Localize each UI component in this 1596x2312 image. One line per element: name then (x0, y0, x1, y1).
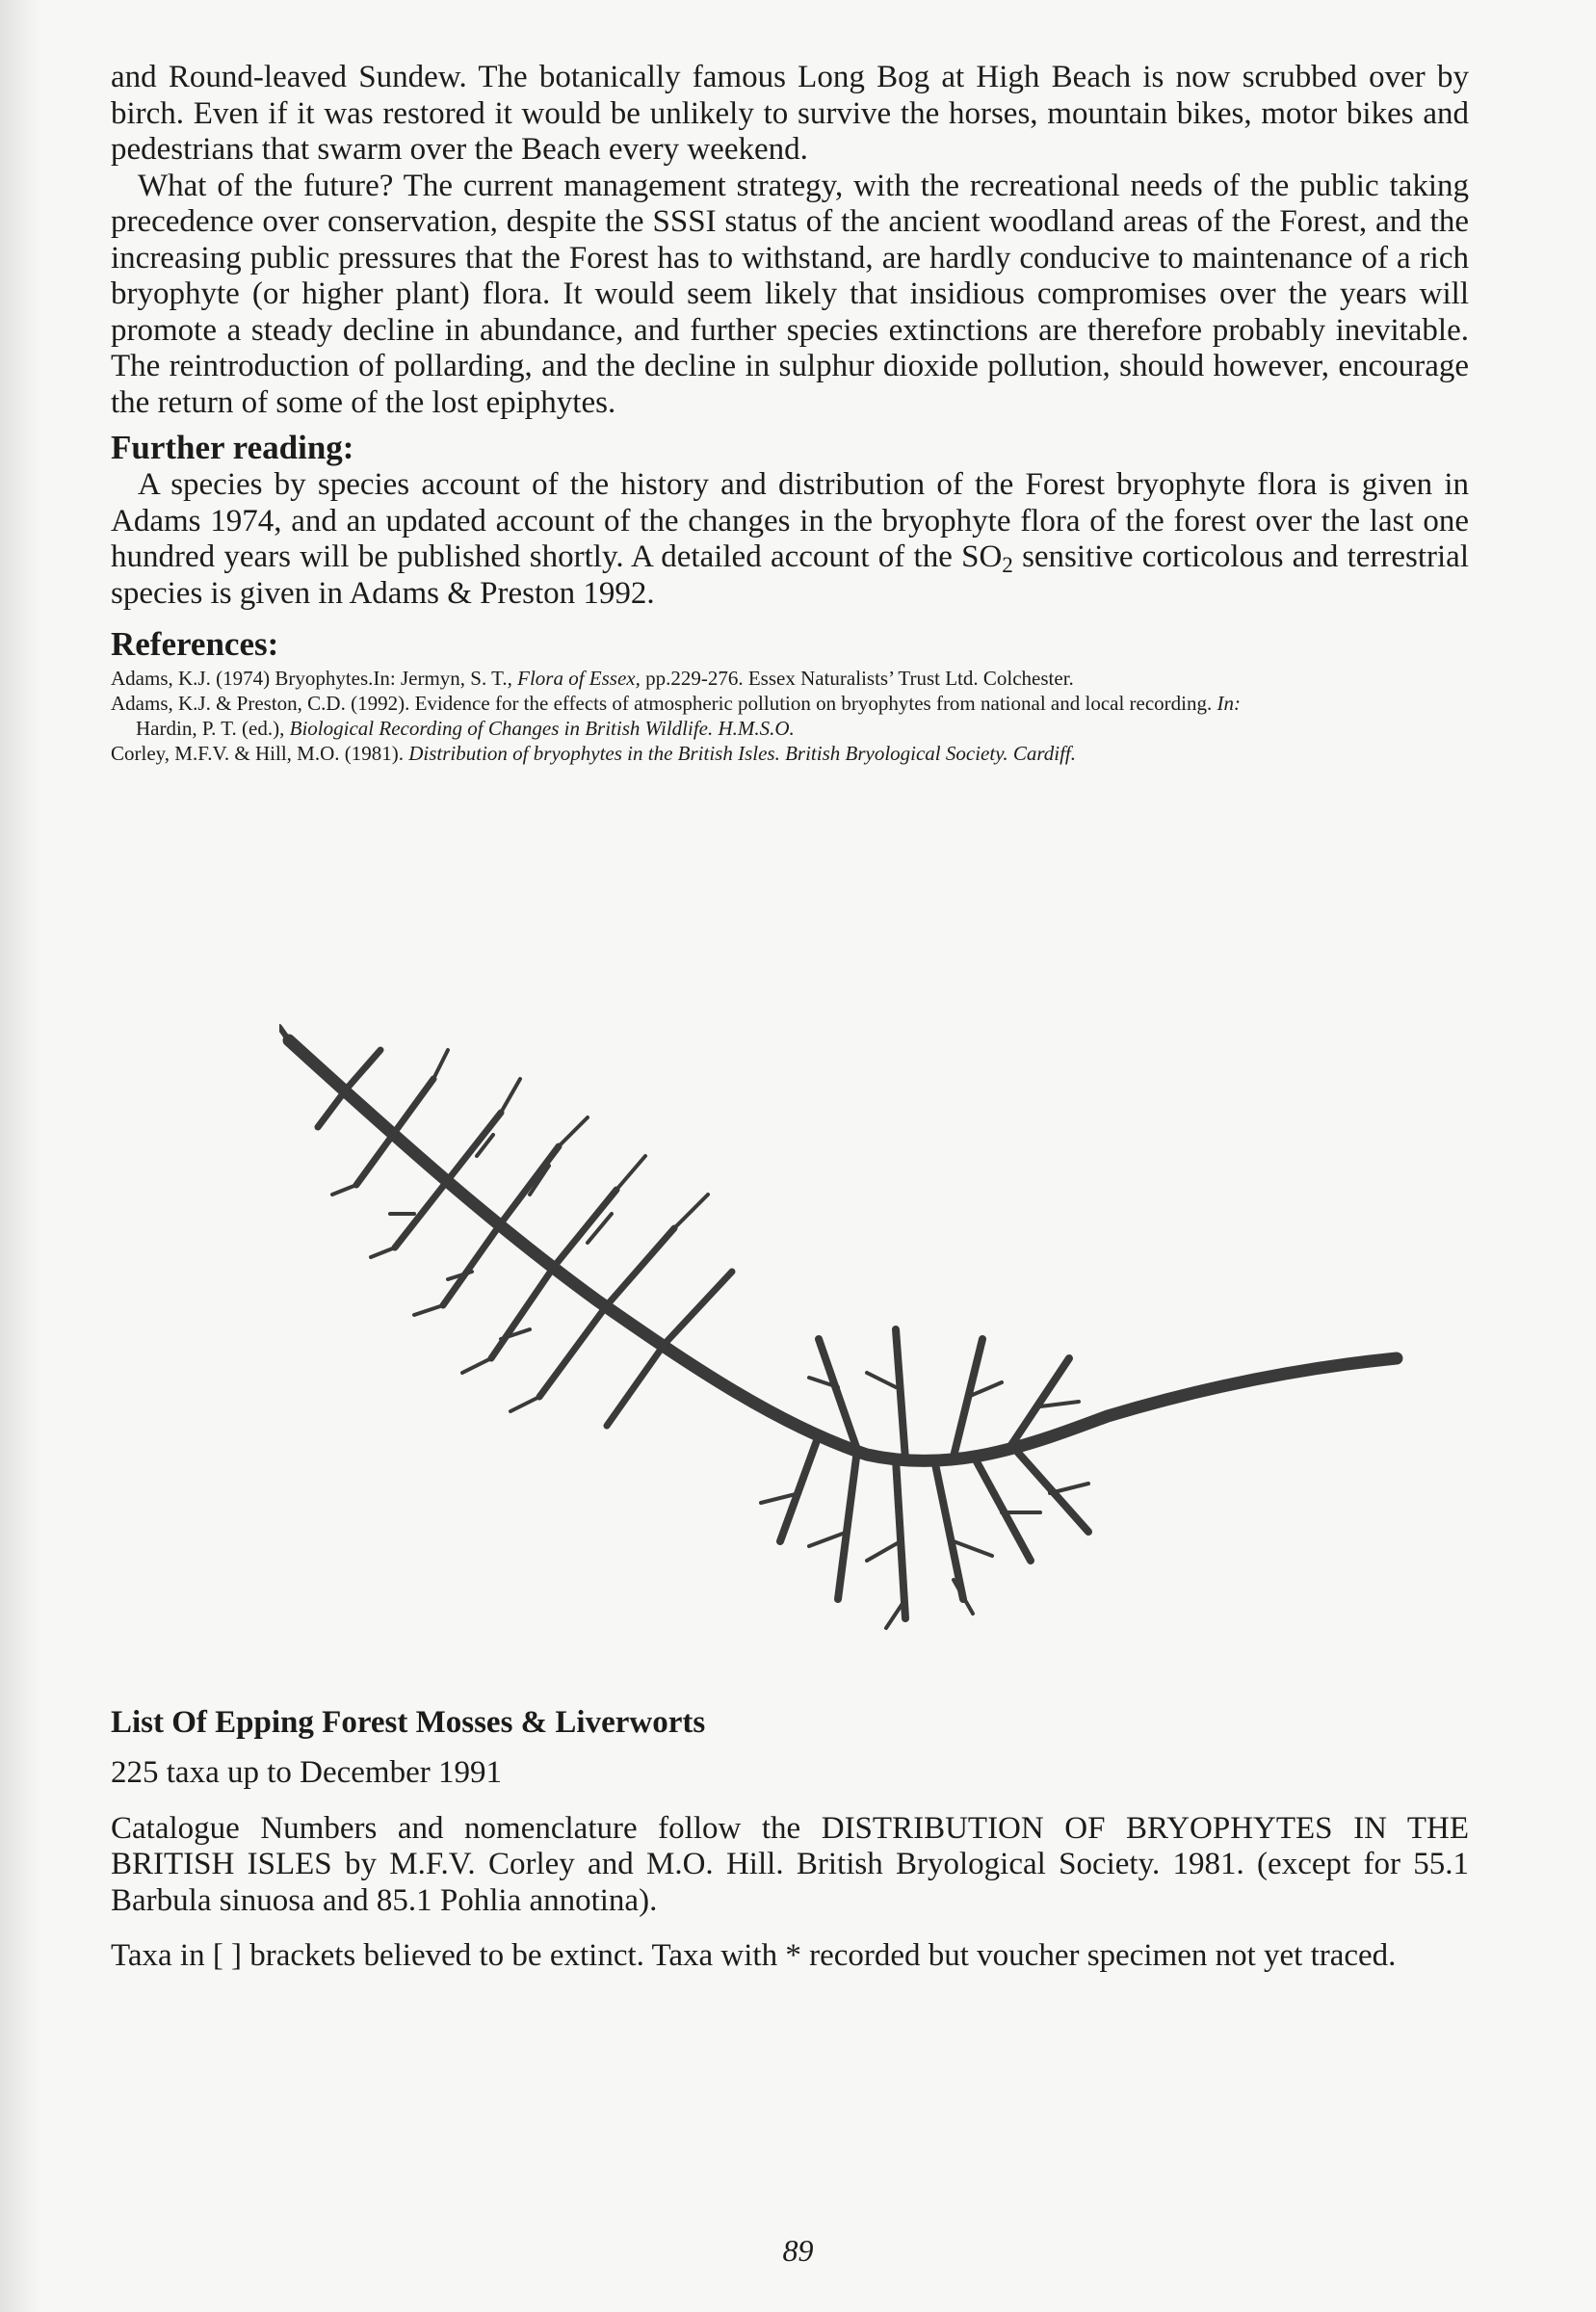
further-reading-heading: Further reading: (111, 429, 354, 466)
further-reading-paragraph (111, 467, 1469, 612)
reference-text: Adams, K.J. & Preston, C.D. (1992). Evidence for the effects of atmospheric pollution on bryophytes from national and local recording. (111, 692, 1217, 715)
further-reading-text: A species by species account of the history and distribution of the Forest bryophyte flora is given in Adams 1974, and an updated account of the changes in the bryophyte flora of the forest over the last one hundred years will be published shortly. A detailed account of the SO (111, 467, 1469, 574)
reference-text: Hardin, P. T. (ed.), (136, 717, 290, 740)
binding-shadow (0, 0, 40, 2312)
list-section (111, 1703, 1469, 1975)
references-list (111, 666, 1469, 766)
references-heading: References: (111, 625, 279, 663)
moss-frond-illustration-icon (279, 1021, 1416, 1657)
page-number: 89 (782, 2233, 814, 2268)
future-paragraph: What of the future? The current management strategy, with the recreational needs of the public taking precedence over conservation, despite the SSSI status of the ancient woodland areas of the Forest, and the increasing public pressures that the Forest has to withstand, are hardly conducive to maintenance of a rich bryophyte (or higher plant) flora. It would seem likely that insidious compromises over the years will promote a steady decline in abundance, and further species extinctions are therefore probably inevitable. The reintroduction of pollarding, and the decline in sulphur dioxide pollution, should however, encourage the return of some of the lost epiphytes. (111, 168, 1469, 420)
intro-paragraph: and Round-leaved Sundew. The botanically famous Long Bog at High Beach is now scrubbed over by birch. Even if it was restored it would be unlikely to survive the horses, mountain bikes, motor bikes and pedestrians that swarm over the Beach every weekend. (111, 60, 1469, 167)
reference-item (111, 666, 1469, 691)
reference-italic: Flora of Essex, (517, 667, 641, 690)
catalogue-note: Catalogue Numbers and nomenclature follow the DISTRIBUTION OF BRYOPHYTES IN THE BRITISH ISLES by M.F.V. Corley and M.O. Hill. British Bryological Society. 1981. (except for 55.1 Barbula sinuosa and 85.1 Pohlia annotina). (111, 1810, 1469, 1918)
list-title: List Of Epping Forest Mosses & Liverworts (111, 1705, 706, 1740)
reference-italic: Biological Recording of Changes in British Wildlife. H.M.S.O. (289, 717, 795, 740)
reference-tail: pp.229-276. Essex Naturalists’ Trust Ltd. Colchester. (640, 667, 1074, 690)
reference-item (111, 741, 1469, 766)
brackets-note: Taxa in [ ] brackets believed to be extinct. Taxa with * recorded but voucher specimen not yet traced. (111, 1938, 1397, 1973)
reference-text: Adams, K.J. (1974) Bryophytes.In: Jermyn, S. T., (111, 667, 518, 690)
reference-item (111, 691, 1469, 716)
main-text-column (111, 60, 1469, 766)
reference-italic: In: (1217, 692, 1242, 715)
reference-item-continuation (111, 716, 1469, 741)
so2-subscript: 2 (1002, 551, 1013, 577)
reference-text: Corley, M.F.V. & Hill, M.O. (1981). (111, 742, 409, 765)
further-reading-text-tail: sensitive corticolous and terrestrial species is given in Adams & Preston 1992. (111, 539, 1469, 611)
taxa-count: 225 taxa up to December 1991 (111, 1755, 502, 1790)
reference-italic: Distribution of bryophytes in the British Isles. British Bryological Society. Cardiff. (408, 742, 1077, 765)
